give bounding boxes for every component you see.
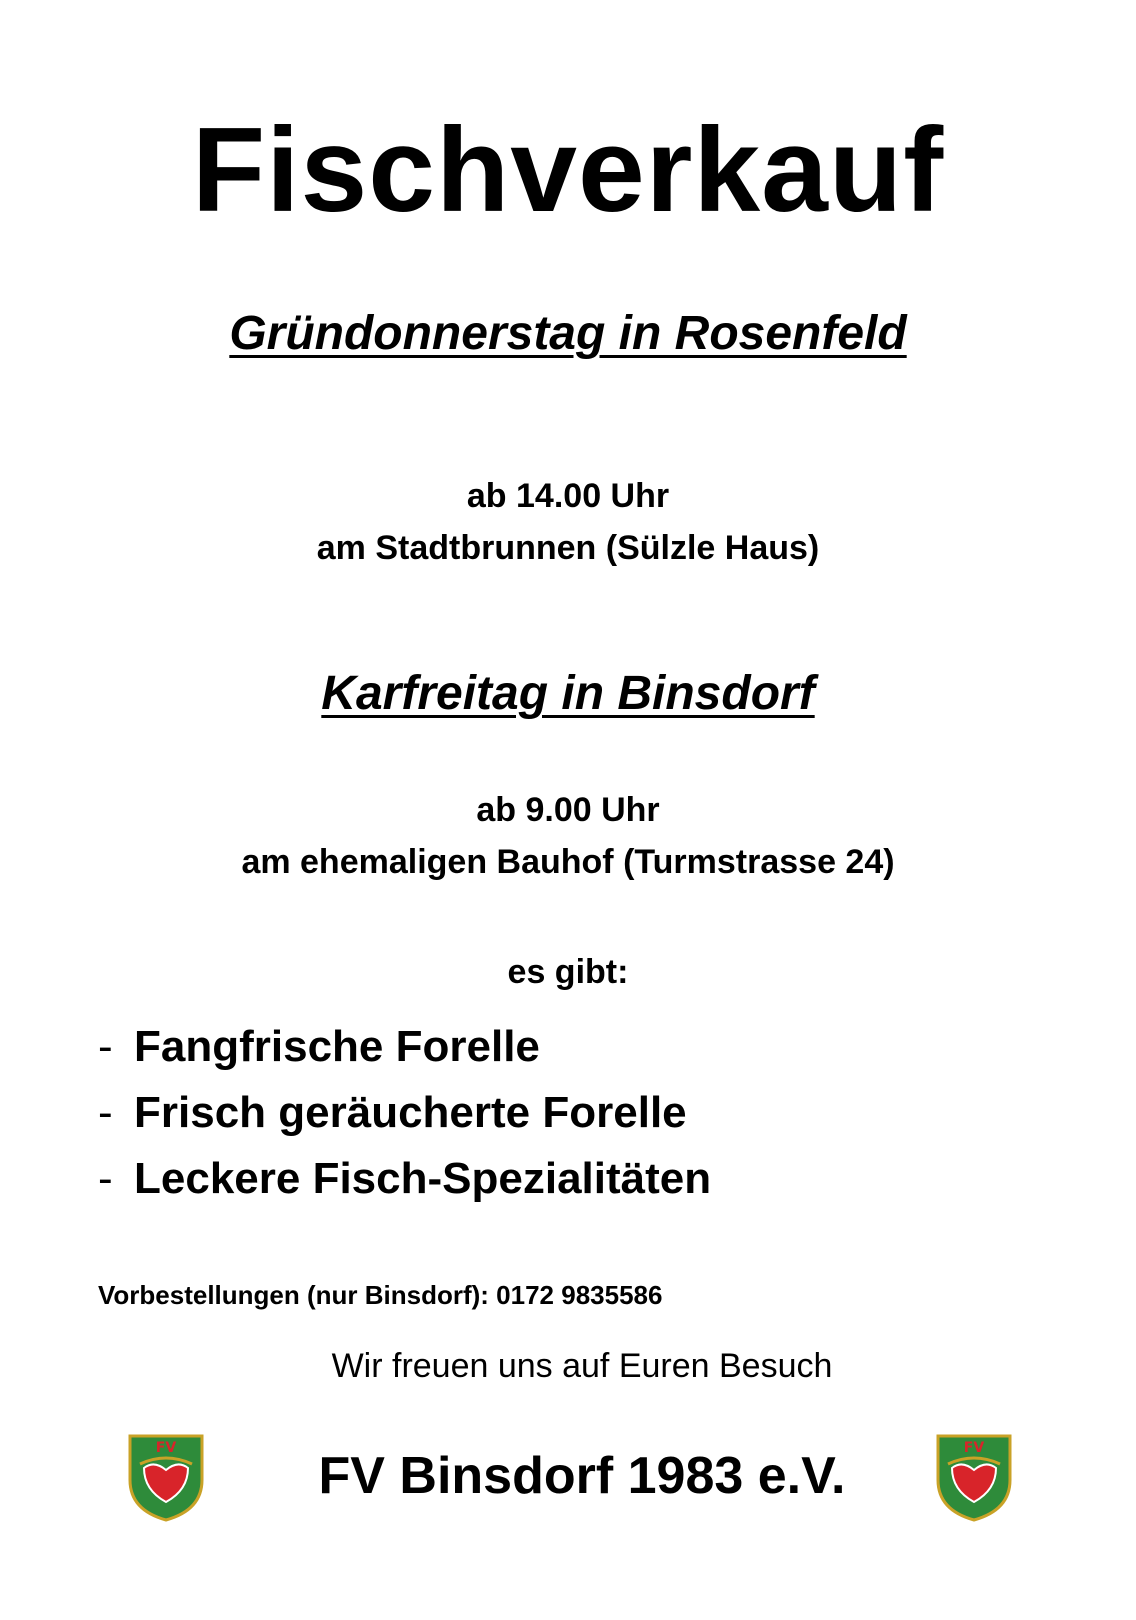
list-item: - Fangfrische Forelle <box>98 1022 540 1071</box>
offer-list <box>98 1014 711 1212</box>
preorder-note: Vorbestellungen (nur Binsdorf): 0172 9835586 <box>98 1280 663 1310</box>
club-logo-right <box>934 1432 1014 1522</box>
club-name: FV Binsdorf 1983 e.V. <box>318 1447 846 1505</box>
page-title: Fischverkauf <box>191 103 945 237</box>
event1-heading: Gründonnerstag in Rosenfeld <box>229 307 907 360</box>
svg-text:FV: FV <box>155 1440 177 1456</box>
greeting: Wir freuen uns auf Euren Besuch <box>331 1347 833 1385</box>
event1-time: ab 14.00 Uhr <box>466 477 670 515</box>
offer-intro: es gibt: <box>507 953 629 991</box>
event1-details <box>0 470 1136 574</box>
list-item: - Leckere Fisch-Spezialitäten <box>98 1154 712 1203</box>
event2-details <box>0 784 1136 888</box>
event2-heading: Karfreitag in Binsdorf <box>321 667 815 720</box>
svg-text:FV: FV <box>963 1440 985 1456</box>
event2-time: ab 9.00 Uhr <box>476 791 660 829</box>
event1-location: am Stadtbrunnen (Sülzle Haus) <box>316 529 820 567</box>
list-item: - Frisch geräucherte Forelle <box>98 1088 687 1137</box>
event2-location: am ehemaligen Bauhof (Turmstrasse 24) <box>241 843 895 881</box>
